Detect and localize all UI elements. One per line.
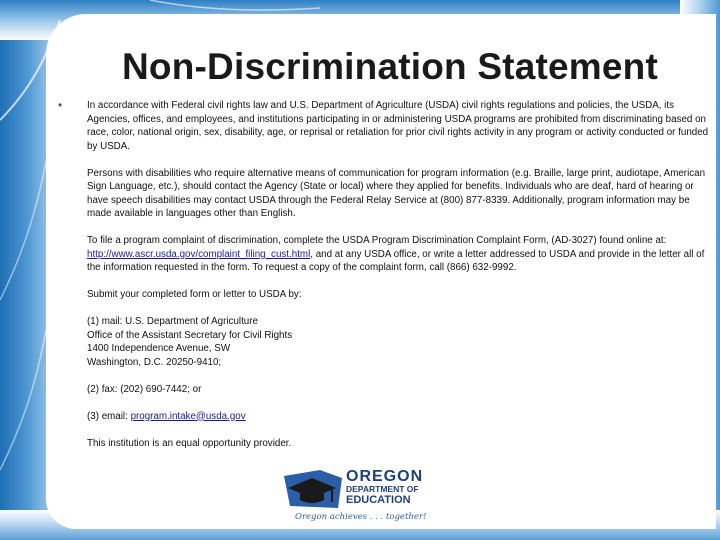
oregon-education-logo (280, 468, 430, 528)
logo-org: OREGON (346, 468, 424, 485)
fax-line: (2) fax: (202) 690-7442; or (87, 383, 202, 395)
email-line (87, 410, 713, 424)
submit-intro: Submit your completed form or letter to USDA by: (87, 289, 302, 300)
mail-line: 1400 Independence Avenue, SW (87, 343, 231, 354)
complaint-paragraph (87, 234, 713, 275)
disabilities-paragraph: Persons with disabilities who require alternative means of communication for program information (e.g. Braille, large print, audiotape, American Sign Language, etc.), should contact the Agency (State or local) where they applied for benefits. Individuals who are deaf, hard of hearing or have speech disabilities may contact USDA through the Federal Relay Service at (800) 877-8339. Additionally, program information may be made available in languages other than English. (87, 167, 706, 219)
complaint-text-before: To file a program complaint of discrimination, complete the USDA Program Discrimination Complaint Form, (AD-3027) found online at: (87, 235, 667, 246)
mail-line: Office of the Assistant Secretary for Civil Rights (87, 329, 293, 341)
email-prefix: (3) email: (87, 410, 131, 422)
civil-rights-paragraph: In accordance with Federal civil rights law and U.S. Department of Agriculture (USDA) civil rights regulations and policies, the USDA, its Agencies, offices, and employees, and institutions participating in or administering USDA programs are prohibited from discriminating based on race, color, national origin, sex, disability, age, or reprisal or retaliation for prior civil rights activity in any program or activity conducted or funded by USDA. (87, 100, 709, 152)
logo-wordmark (346, 468, 423, 506)
logo-edu: EDUCATION (346, 494, 411, 506)
mail-line: Washington, D.C. 20250-9410; (87, 356, 222, 368)
logo-tagline: Oregon achieves . . . together! (295, 512, 427, 522)
complaint-form-link[interactable]: http://www.ascr.usda.gov/complaint_filing_cust.html (87, 248, 311, 260)
slide-title: Non-Discrimination Statement (122, 46, 658, 87)
bullet-marker: • (58, 98, 63, 112)
graduation-cap-state-icon (280, 468, 344, 512)
email-link[interactable]: program.intake@usda.gov (130, 410, 246, 422)
complaint-text-after: , and at any USDA office, or write a letter addressed to USDA and provide in the letter all of the information requested in the form. To request a copy of the complaint form, call (866) 632-9992. (87, 248, 705, 273)
logo-dept: DEPARTMENT OF (346, 484, 419, 494)
statement-body (87, 99, 713, 464)
closing-statement: This institution is an equal opportunity provider. (87, 437, 292, 449)
mail-line: (1) mail: U.S. Department of Agriculture (87, 316, 258, 327)
mail-address-block (87, 315, 713, 369)
